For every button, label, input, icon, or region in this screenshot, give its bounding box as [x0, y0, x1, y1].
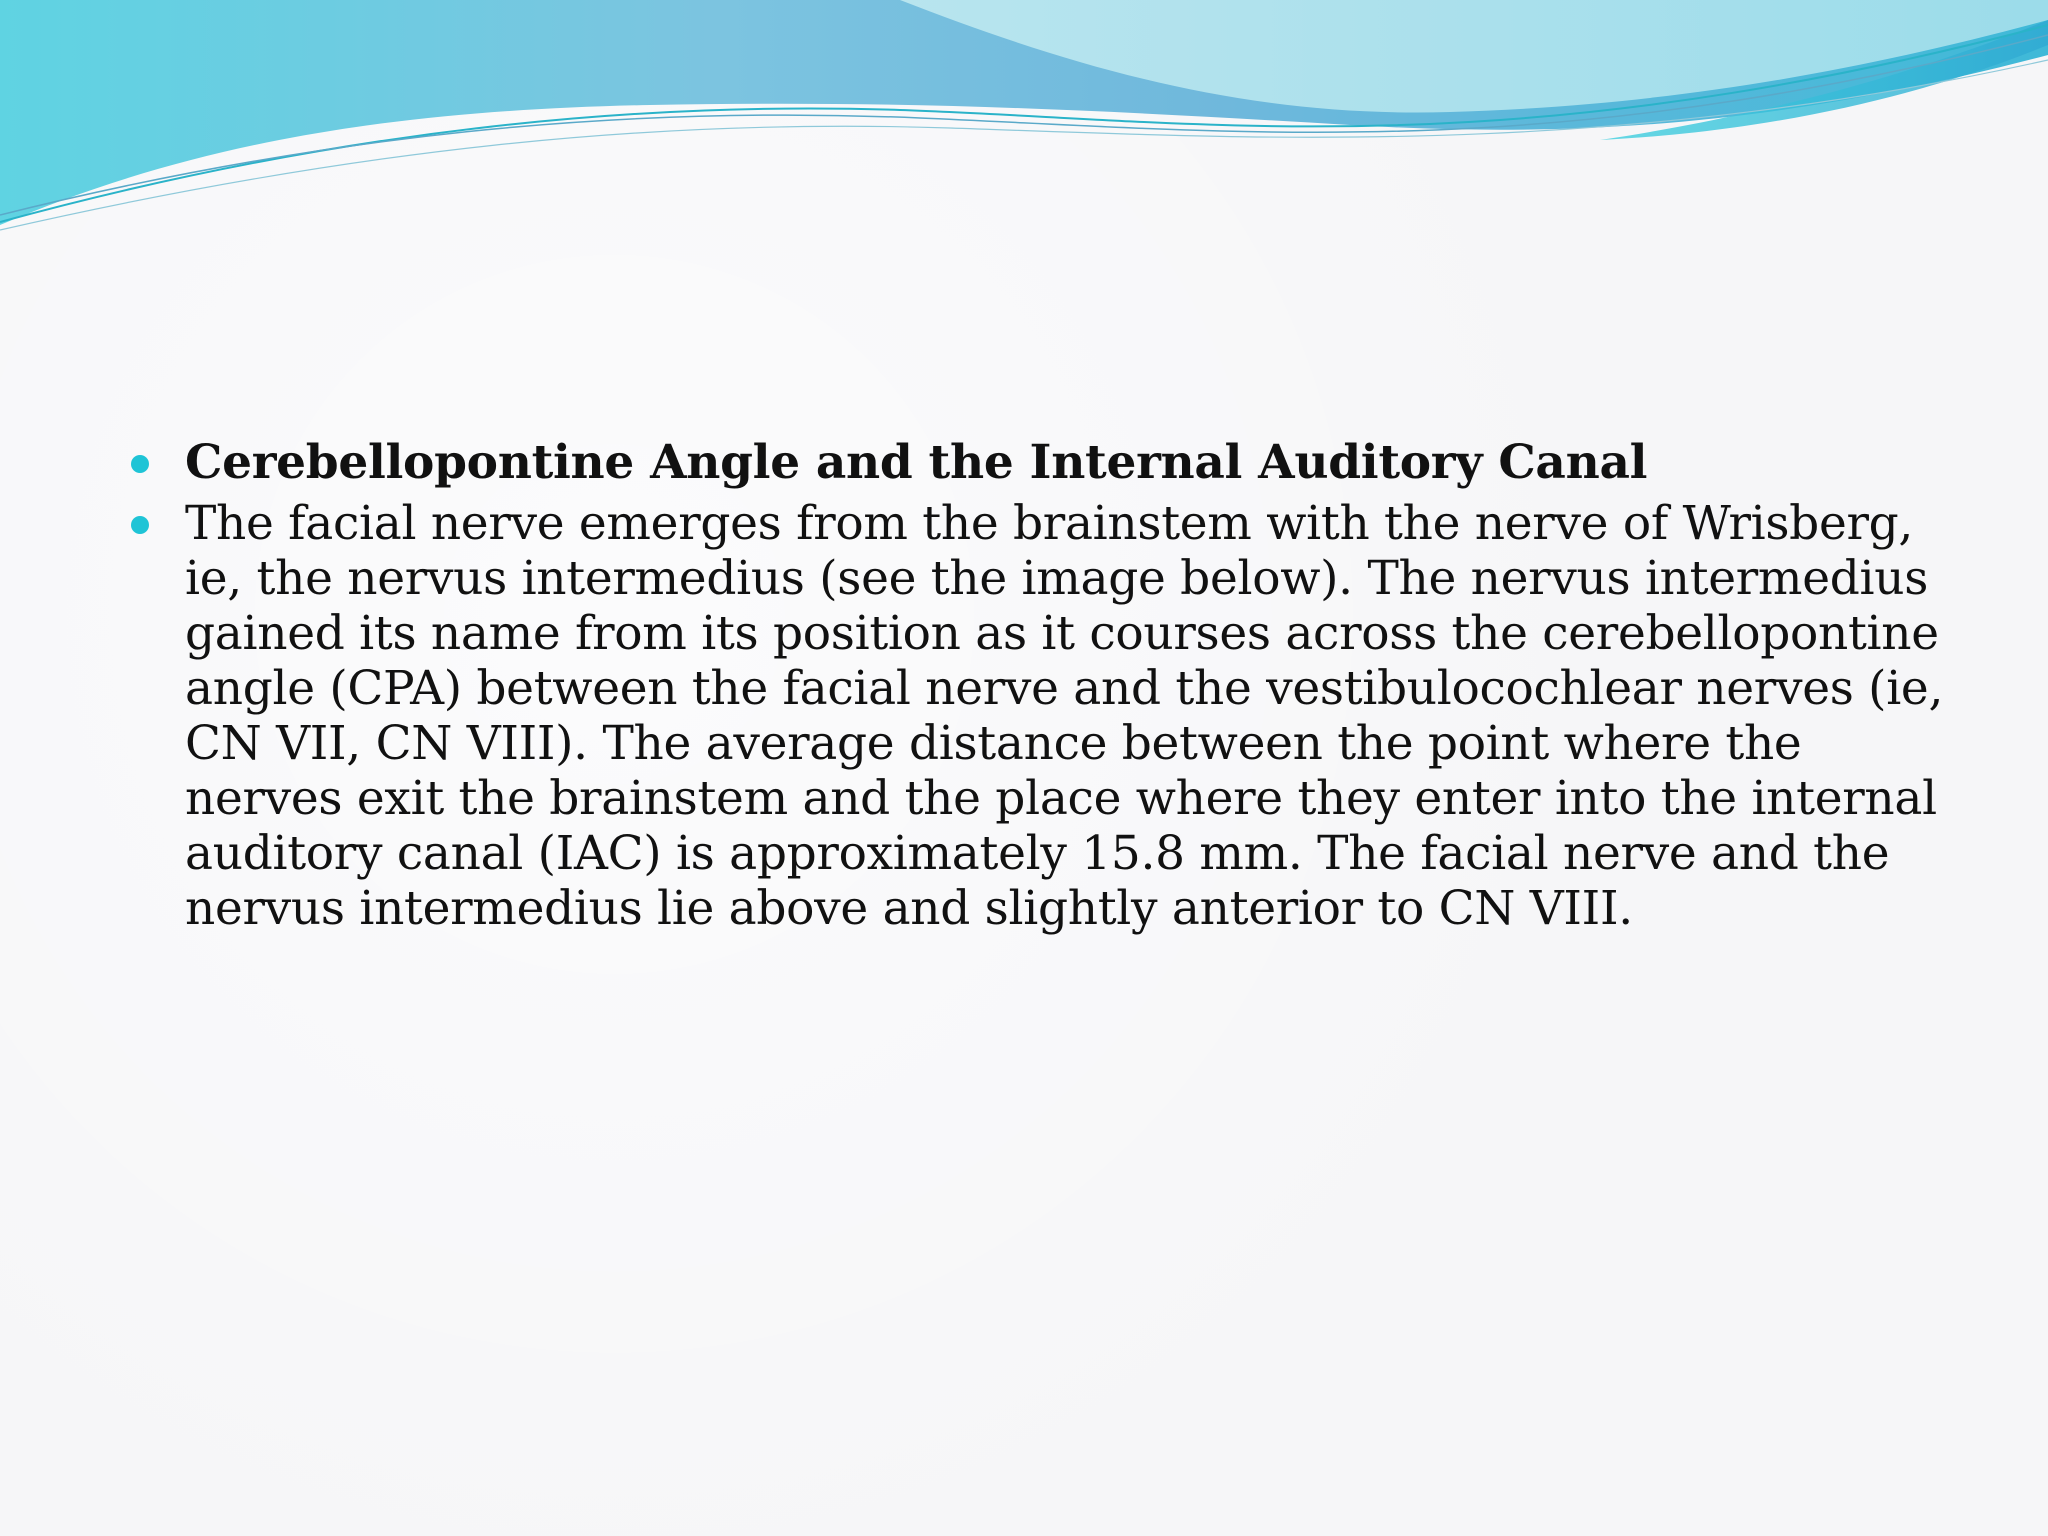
bullet-body-text: The facial nerve emerges from the brainstem with the nerve of Wrisberg, ie, the nervus intermedius (see the image below). The nervus intermedius gained its name from its position as it courses across the cerebellopontine angle (CPA) between the facial nerve and the vestibulocochlear nerves (ie, CN VII, CN VIII). The average distance between the point where the nerves exit the brainstem and the place where they enter into the internal auditory canal (IAC) is approximately 15.8 mm. The facial nerve and the nervus intermedius lie above and slightly anterior to CN VIII.: [185, 496, 1944, 936]
slide-content: [125, 435, 1955, 938]
bullet-heading-text: Cerebellopontine Angle and the Internal Auditory Canal: [185, 435, 1648, 490]
bullet-dot-icon: [131, 516, 149, 534]
bullet-heading: [125, 435, 1955, 490]
bullet-dot-icon: [131, 455, 149, 473]
bullet-list: [125, 435, 1955, 936]
bullet-body: [125, 496, 1955, 936]
wave-header-decoration: [0, 0, 2048, 240]
